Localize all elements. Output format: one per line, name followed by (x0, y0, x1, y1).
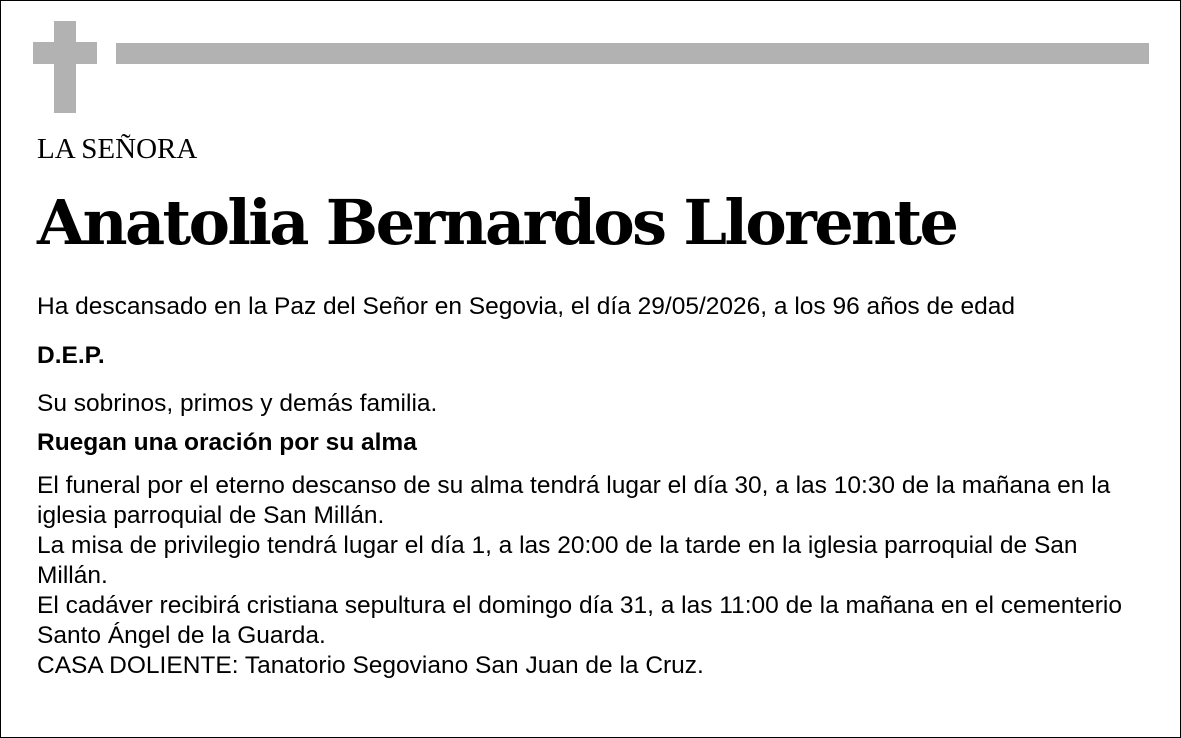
header-rule (116, 43, 1149, 64)
family-line: Su sobrinos, primos y demás familia. (37, 390, 438, 417)
cross-icon (54, 21, 76, 113)
mass-info: La misa de privilegio tendrá lugar el día 1, a las 20:00 de la tarde en la iglesia parroquial de San Millán. (37, 532, 1078, 589)
honorific: LA SEÑORA (37, 133, 198, 165)
deceased-name: Anatolia Bernardos Llorente (37, 186, 957, 259)
prayer-request: Ruegan una oración por su alma (37, 429, 417, 456)
mourning-house-info: CASA DOLIENTE: Tanatorio Segoviano San Juan de la Cruz. (37, 652, 704, 679)
burial-info: El cadáver recibirá cristiana sepultura el domingo día 31, a las 11:00 de la mañana en el cementerio Santo Ángel de la Guarda. (37, 592, 1122, 649)
rip-label: D.E.P. (37, 342, 105, 369)
death-notice: Ha descansado en la Paz del Señor en Segovia, el día 29/05/2026, a los 96 años de edad (37, 293, 1016, 320)
cross-icon-bar (33, 42, 97, 64)
funeral-info: El funeral por el eterno descanso de su alma tendrá lugar el día 30, a las 10:30 de la mañana en la iglesia parroquial de San Millán. (37, 472, 1111, 529)
service-details (37, 471, 1147, 681)
